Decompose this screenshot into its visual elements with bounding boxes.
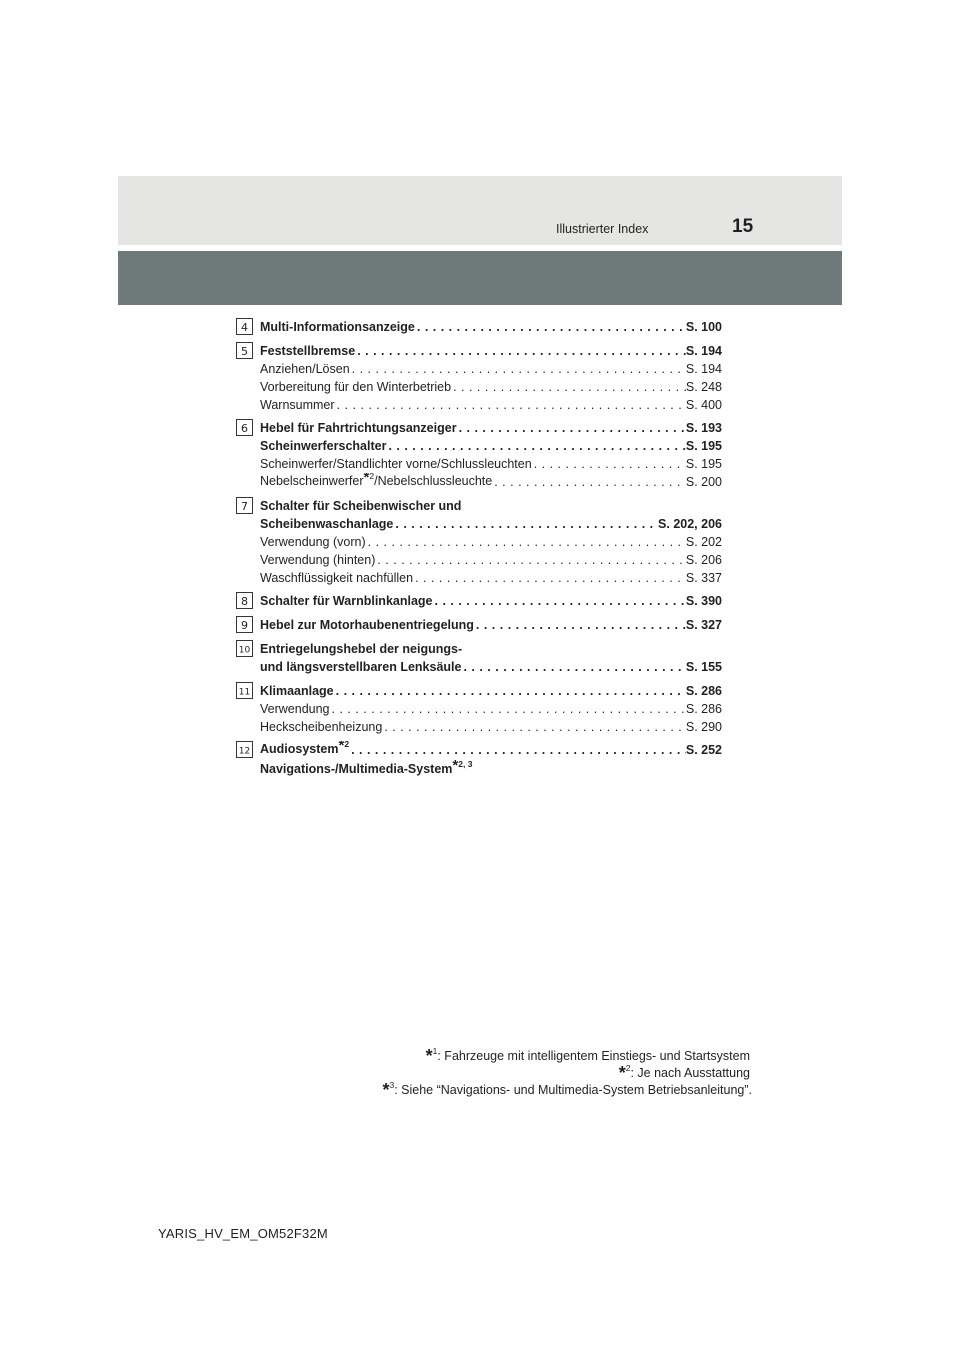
footnote-star-icon: *	[452, 760, 459, 774]
index-line-page: S. 286	[685, 702, 722, 716]
footnote-ref: 2, 3	[458, 760, 473, 769]
index-line-page: S. 194	[685, 344, 722, 358]
index-line[interactable]	[260, 718, 722, 736]
marker-label: 6	[241, 422, 248, 435]
marker-label: 9	[241, 619, 248, 632]
index-line-text: Vorbereitung für den Winterbetrieb	[260, 380, 452, 394]
index-line-text: Nebelscheinwerfer*$^2$/Nebelschlussleuchte	[260, 473, 492, 491]
index-line-page: S. 193	[685, 421, 722, 435]
index-line-page: S. 194	[685, 362, 722, 376]
index-line-text: Schalter für Scheibenwischer und	[260, 499, 462, 513]
index-line-text: Scheinwerfer/Standlichter vorne/Schlussleuchten	[260, 457, 532, 471]
index-line-page: S. 195	[685, 457, 722, 471]
index-line[interactable]	[260, 658, 722, 676]
index-line-text: Verwendung	[260, 702, 330, 716]
marker-label: 4	[241, 321, 248, 334]
page-number: 15	[732, 216, 754, 237]
index-line[interactable]	[260, 682, 722, 700]
index-line[interactable]	[260, 551, 722, 569]
index-line-text: Entriegelungshebel der neigungs-	[260, 642, 463, 656]
index-line-page: S. 248	[685, 380, 722, 394]
marker-label: 5	[241, 345, 248, 358]
index-line-page: S. 155	[685, 660, 722, 674]
index-line[interactable]	[260, 616, 722, 634]
index-line[interactable]	[260, 378, 722, 396]
index-line-text: Hebel für Fahrtrichtungsanzeiger	[260, 421, 457, 435]
footnote-star-icon: *	[363, 473, 370, 486]
marker-4-icon	[236, 318, 253, 335]
marker-label: 11	[238, 687, 251, 698]
marker-label: 10	[238, 645, 251, 656]
marker-6-icon	[236, 419, 253, 436]
index-line-text: Verwendung (vorn)	[260, 535, 366, 549]
index-line-page: S. 327	[685, 618, 722, 632]
index-line-text: Scheibenwaschanlage	[260, 517, 394, 531]
index-line-page: S. 400	[685, 398, 722, 412]
marker-label: 12	[238, 746, 251, 757]
index-line-text: Schalter für Warnblinkanlage	[260, 594, 433, 608]
index-line-text: Navigations-/Multimedia-System*$^{2, 3}$	[260, 762, 472, 776]
index-line[interactable]	[260, 455, 722, 473]
marker-7-icon	[236, 497, 253, 514]
index-line[interactable]	[260, 437, 722, 455]
marker-12-icon	[236, 741, 253, 758]
footnote-star-icon: *	[338, 741, 345, 754]
marker-5-icon	[236, 342, 253, 359]
index-line[interactable]	[260, 318, 722, 336]
footnote-star-icon: *	[382, 1080, 390, 1100]
index-line[interactable]	[260, 515, 722, 533]
index-line[interactable]	[260, 569, 722, 587]
index-line-text: Heckscheibenheizung	[260, 720, 383, 734]
index-line[interactable]	[260, 741, 722, 759]
index-line-text: und längsverstellbaren Lenksäule	[260, 660, 462, 674]
index-line-page: S. 252	[685, 743, 722, 757]
index-line[interactable]	[260, 592, 722, 610]
section-title: Illustrierter Index	[556, 222, 649, 236]
index-line-page: S. 200	[685, 475, 722, 489]
footnote-star-icon: *	[425, 1046, 433, 1066]
index-line-page: S. 390	[685, 594, 722, 608]
marker-9-icon	[236, 616, 253, 633]
footnote-star-icon: *	[618, 1063, 626, 1083]
marker-label: 8	[241, 595, 248, 608]
index-line-page: S. 290	[685, 720, 722, 734]
index-line[interactable]	[260, 760, 722, 778]
index-line[interactable]	[260, 360, 722, 378]
index-line[interactable]	[260, 640, 722, 658]
index-line[interactable]	[260, 497, 722, 515]
marker-8-icon	[236, 592, 253, 609]
index-line-text: Hebel zur Motorhaubenentriegelung	[260, 618, 474, 632]
index-line-page: S. 100	[685, 320, 722, 334]
index-line-page: S. 202, 206	[658, 517, 722, 531]
index-line-page: S. 202	[685, 535, 722, 549]
index-line-text: Feststellbremse	[260, 344, 356, 358]
index-line-text: Warnsummer	[260, 398, 335, 412]
index-line-text: Scheinwerferschalter	[260, 439, 387, 453]
footnote-ref: 2	[369, 473, 375, 481]
index-line-text: Multi-Informationsanzeige	[260, 320, 415, 334]
index-line[interactable]	[260, 473, 722, 491]
index-line-text: Waschflüssigkeit nachfüllen	[260, 571, 414, 585]
index-line-page: S. 286	[685, 684, 722, 698]
footnote-2: *$^2$: Je nach Ausstattung	[618, 1063, 750, 1083]
index-line[interactable]	[260, 533, 722, 551]
index-line[interactable]	[260, 700, 722, 718]
index-line[interactable]	[260, 419, 722, 437]
index-line-page: S. 206	[685, 553, 722, 567]
index-line-page: S. 195	[685, 439, 722, 453]
marker-11-icon	[236, 682, 253, 699]
index-line-text: Anziehen/Lösen	[260, 362, 350, 376]
index-line[interactable]	[260, 342, 722, 360]
index-line[interactable]	[260, 396, 722, 414]
index-line-page: S. 337	[685, 571, 722, 585]
footnote-1: *$^1$: Fahrzeuge mit intelligentem Einstiegs- und Startsystem	[425, 1046, 750, 1066]
index-line-text: Klimaanlage	[260, 684, 334, 698]
footnote-3: *$^3$: Siehe “Navigations- und Multimedia-System Betriebsanleitung”.	[382, 1080, 752, 1100]
marker-10-icon	[236, 640, 253, 657]
index-line-text: Verwendung (hinten)	[260, 553, 376, 567]
marker-label: 7	[241, 500, 248, 513]
document-id: YARIS_HV_EM_OM52F32M	[158, 1226, 328, 1241]
footnote-ref: 2	[344, 741, 350, 749]
header-dark-band	[118, 251, 842, 305]
index-line-text: Audiosystem*$^2$	[260, 741, 349, 759]
